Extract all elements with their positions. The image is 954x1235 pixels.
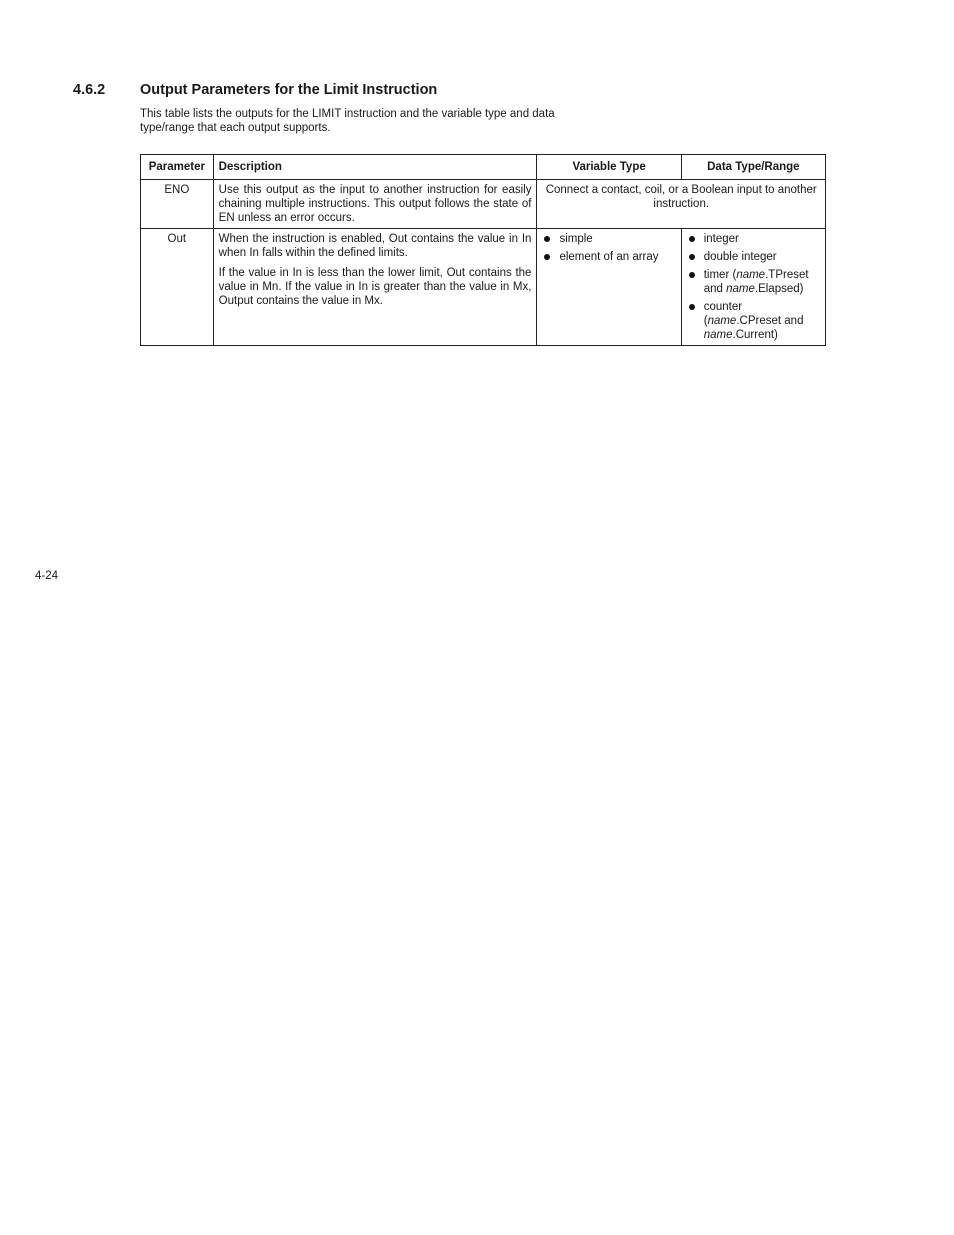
bullet-icon [689,254,695,260]
list-item: double integer [687,250,820,264]
header-parameter: Parameter [141,155,214,180]
list-item: timer (name.TPreset and name.Elapsed) [687,268,820,296]
list-item: simple [542,232,675,246]
bullet-icon [689,272,695,278]
bullet-icon [544,254,550,260]
list-item: element of an array [542,250,675,264]
table-row [141,180,826,229]
header-variable-type: Variable Type [537,155,681,180]
output-parameters-table [140,154,826,346]
section-number: 4.6.2 [73,82,106,98]
variable-type-cell [537,229,681,346]
header-description: Description [213,155,537,180]
merged-type-cell: Connect a contact, coil, or a Boolean input to another instruction. [537,180,826,229]
bullet-icon [689,304,695,310]
description-cell [213,229,537,346]
description-cell: Use this output as the input to another instruction for easily chaining multiple instructions. This output follows the state of EN unless an error occurs. [213,180,537,229]
parameter-cell: ENO [141,180,214,229]
data-type-list [687,232,820,342]
bullet-icon [544,236,550,242]
data-type-cell [681,229,825,346]
page-number: 4-24 [35,570,59,582]
parameter-cell: Out [141,229,214,346]
section-heading [73,82,437,98]
table-header-row [141,155,826,180]
description-paragraph: If the value in In is less than the lower limit, Out contains the value in Mn. If the value in In is greater than the value in Mx, Output contains the value in Mx. [218,267,532,307]
list-item: integer [687,232,820,246]
bullet-icon [689,236,695,242]
list-item: counter (name.CPreset and name.Current) [687,300,820,342]
description-paragraph: When the instruction is enabled, Out contains the value in In when In falls within the defined limits. [218,233,532,259]
table-row [141,229,826,346]
intro-paragraph: This table lists the outputs for the LIMIT instruction and the variable type and data type/range that each output supports. [140,108,555,134]
variable-type-list [542,232,675,264]
section-title: Output Parameters for the Limit Instruction [140,82,438,98]
header-data-type: Data Type/Range [681,155,825,180]
